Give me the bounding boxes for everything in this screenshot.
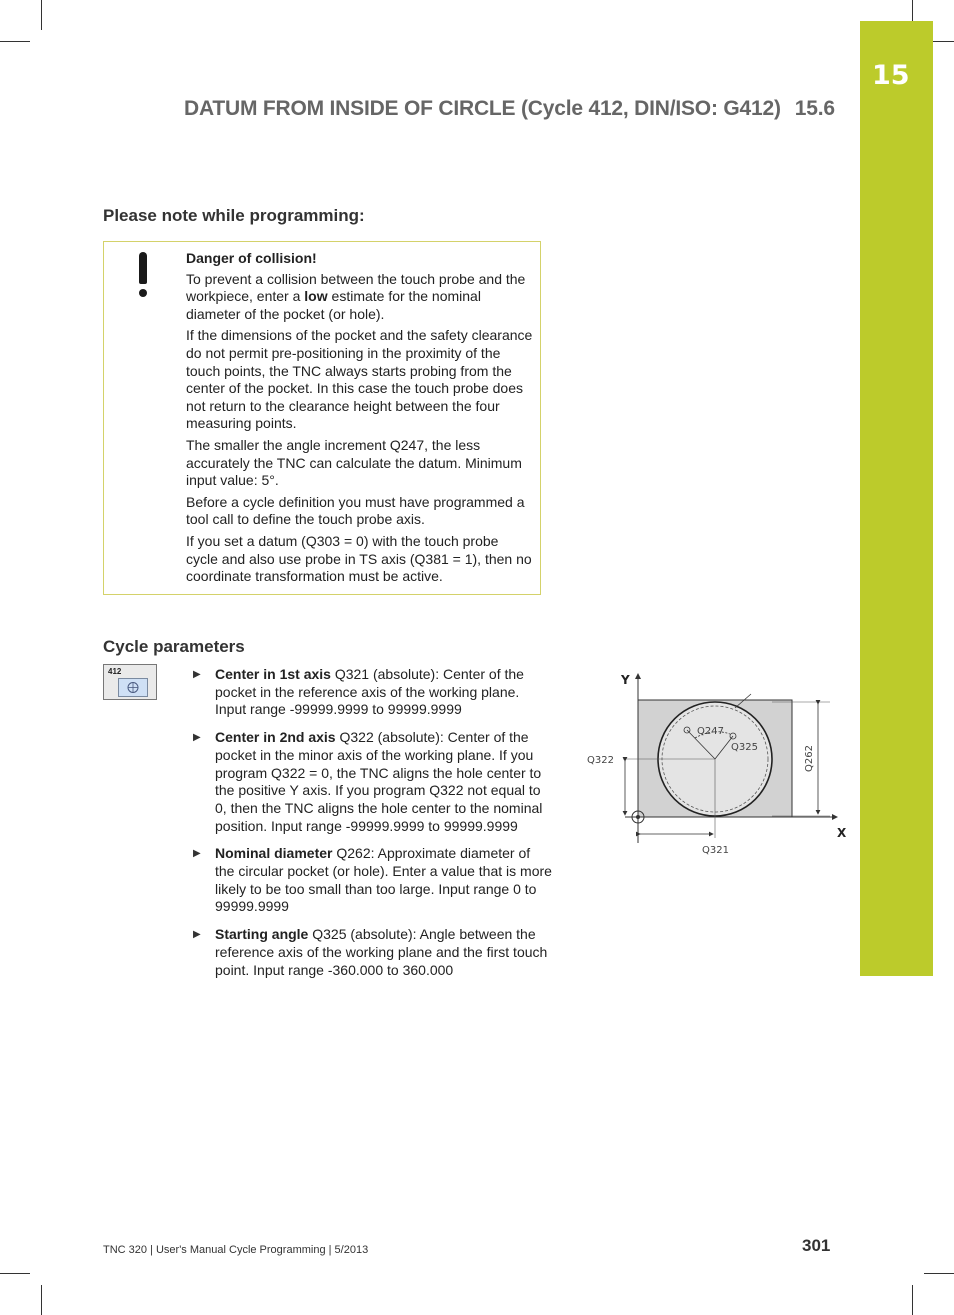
crop-mark [924, 1273, 954, 1274]
softkey-circle-icon [118, 678, 148, 697]
page-header-title [184, 97, 835, 121]
warning-paragraph: To prevent a collision between the touch probe and the workpiece, enter a low estimate for the nominal diameter of the pocket (or hole). [186, 270, 526, 322]
cycle-412-softkey [103, 664, 157, 700]
warning-title: Danger of collision! [186, 250, 317, 266]
warning-paragraph: If the dimensions of the pocket and the safety clearance do not permit pre-positioning in the proximity of the touch points, the TNC always starts probing from the center of the pocket. In this case the touch probe does not return to the clearance height between the four measuring points. [186, 327, 533, 432]
softkey-label: 412 [108, 667, 122, 676]
q262-label: Q262 [804, 745, 815, 772]
bullet-arrow-icon: ▶ [193, 669, 201, 680]
params-heading: Cycle parameters [103, 637, 245, 656]
note-heading: Please note while programming: [103, 206, 365, 225]
crop-mark [41, 1285, 42, 1315]
q321-label: Q321 [702, 845, 729, 856]
x-axis-label: X [837, 826, 847, 840]
header-title-text: DATUM FROM INSIDE OF CIRCLE (Cycle 412, DIN/ISO: G412) [184, 97, 781, 120]
page-number: 301 [802, 1236, 831, 1255]
header-section-number: 15.6 [794, 97, 835, 120]
bullet-arrow-icon: ▶ [193, 848, 201, 860]
exclamation-icon [136, 252, 150, 298]
bullet-arrow-icon: ▶ [193, 732, 201, 744]
warning-paragraph: If you set a datum (Q303 = 0) with the touch probe cycle and also use probe in TS axis (Q381 = 1), then no coordinate transformation must be active. [186, 532, 532, 585]
warning-text [186, 250, 534, 590]
crop-mark [0, 1273, 30, 1274]
cycle-diagram [585, 668, 855, 858]
list-item: ▶ Nominal diameter Q262: Approximate diameter of the circular pocket (or hole). Enter a value that is more likely to be too small than too large. Input range 0 to 99999.9999 [193, 845, 552, 915]
crop-mark [912, 1285, 913, 1315]
list-item: ▶ Starting angle Q325 (absolute): Angle between the reference axis of the working plane and the first touch point. Input range -360.000 to 360.000 [193, 926, 548, 978]
list-item: ▶ Center in 1st axis Q321 (absolute): Center of the pocket in the reference axis of the working plane. Input range -99999.9999 to 99999.9999 [193, 666, 524, 718]
warning-paragraph: The smaller the angle increment Q247, the less accurately the TNC can calculate the datum. Minimum input value: 5°. [186, 436, 522, 489]
q322-label: Q322 [587, 755, 614, 766]
y-axis-label: Y [621, 673, 630, 687]
crop-mark [41, 0, 42, 30]
chapter-side-tab [860, 21, 933, 976]
q325-label: Q325 [731, 742, 758, 753]
q247-label: Q247 [697, 726, 724, 737]
footer-text: TNC 320 | User's Manual Cycle Programming | 5/2013 [103, 1244, 369, 1256]
chapter-number: 15 [872, 60, 910, 91]
bullet-arrow-icon: ▶ [193, 929, 201, 941]
list-item: ▶ Center in 2nd axis Q322 (absolute): Center of the pocket in the minor axis of the working plane. If you program Q322 = 0, the TNC aligns the hole center to the positive Y axis. If you program Q322 not equal to 0, then the TNC aligns the hole center to the nominal position. Input range -99999.9999 to 99999.9999 [193, 729, 543, 834]
parameter-list [193, 666, 553, 989]
crop-mark [0, 41, 30, 42]
warning-paragraph: Before a cycle definition you must have programmed a tool call to define the touch probe axis. [186, 493, 525, 528]
